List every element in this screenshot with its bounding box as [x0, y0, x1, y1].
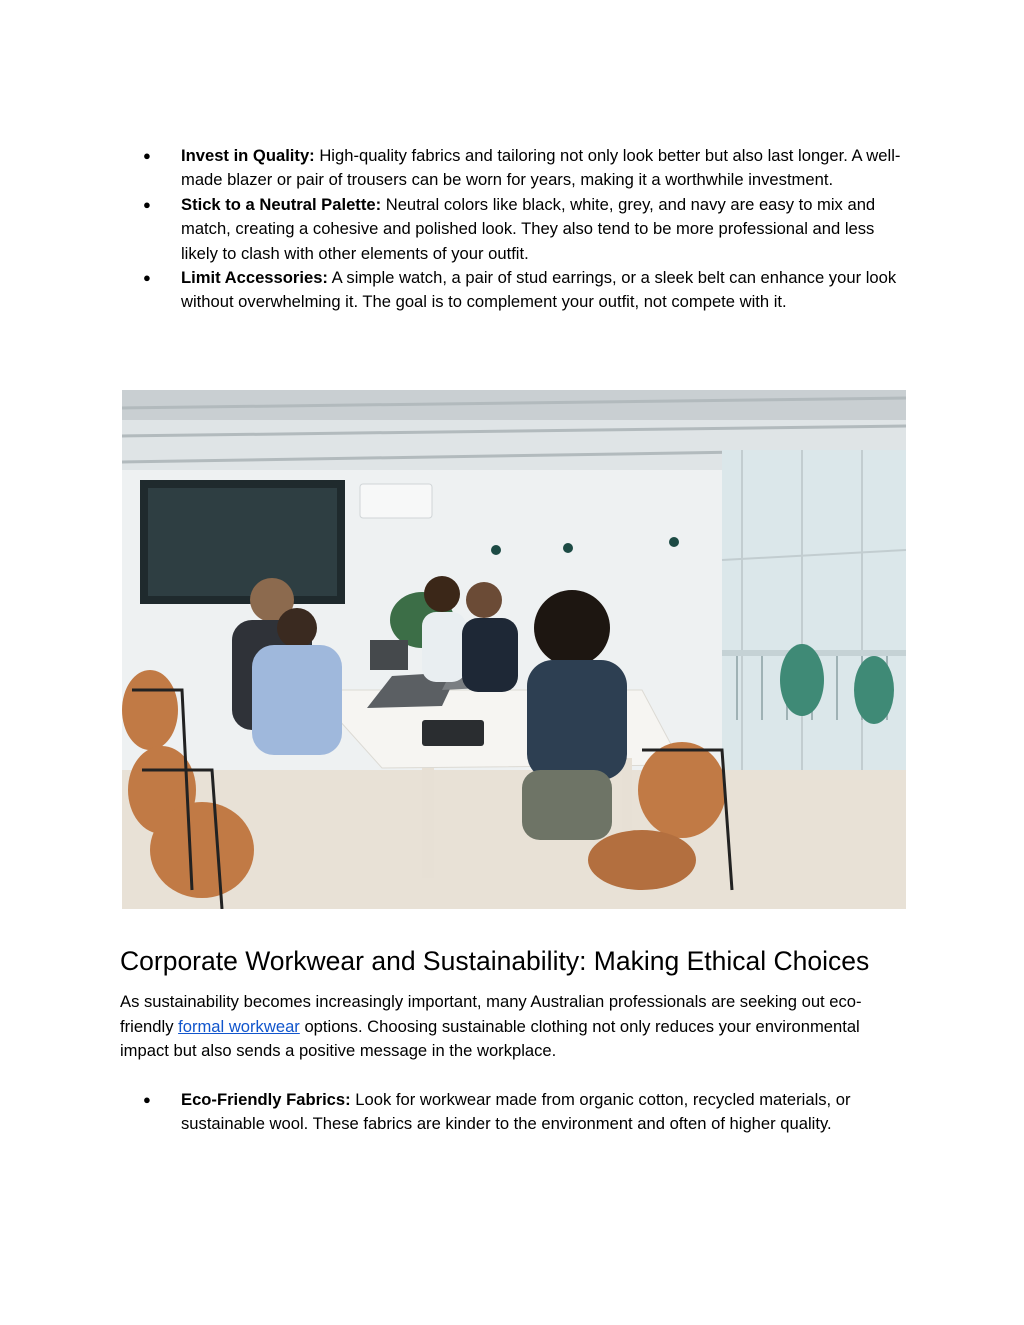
list-item [143, 193, 908, 266]
item-text: High-quality fabrics and tailoring not only look better but also last longer. A well-made blazer or pair of trousers can be worn for years, making it a worthwhile investment. [181, 146, 901, 190]
bullet-icon: ● [143, 270, 151, 286]
list-item [143, 144, 908, 193]
item-label: Limit Accessories: [181, 268, 328, 288]
office-meeting-photo [122, 390, 906, 909]
list-item [143, 1088, 908, 1137]
paragraph-text-after: options. Choosing sustainable clothing not only reduces your environmental impact but also sends a positive message in the workplace. [120, 1016, 860, 1061]
section-heading: Corporate Workwear and Sustainability: Making Ethical Choices [120, 946, 870, 976]
item-label: Stick to a Neutral Palette: [181, 194, 382, 214]
item-text: Look for workwear made from organic cotton, recycled materials, or sustainable wool. These fabrics are kinder to the environment and often of higher quality. [181, 1090, 851, 1134]
item-text: A simple watch, a pair of stud earrings, or a sleek belt can enhance your look without overwhelming it. The goal is to complement your outfit, not compete with it. [181, 268, 897, 312]
section-paragraph [120, 990, 910, 1064]
item-text: Neutral colors like black, white, grey, and navy are easy to mix and match, creating a cohesive and polished look. They also tend to be more professional and less likely to clash with other elements of your outfit. [181, 194, 876, 263]
item-label: Eco-Friendly Fabrics: [181, 1090, 351, 1109]
bullet-icon: ● [143, 1092, 151, 1107]
item-label: Invest in Quality: [181, 146, 315, 165]
bullet-icon: ● [143, 196, 151, 212]
paragraph-text-before: As sustainability becomes increasingly important, many Australian professionals are seeking out eco-friendly [120, 992, 862, 1036]
bullet-list-bottom [143, 1088, 908, 1137]
formal-workwear-link[interactable]: formal workwear [178, 1016, 300, 1036]
bullet-icon: ● [143, 148, 151, 163]
list-item [143, 266, 908, 315]
bullet-list-top [143, 144, 908, 315]
